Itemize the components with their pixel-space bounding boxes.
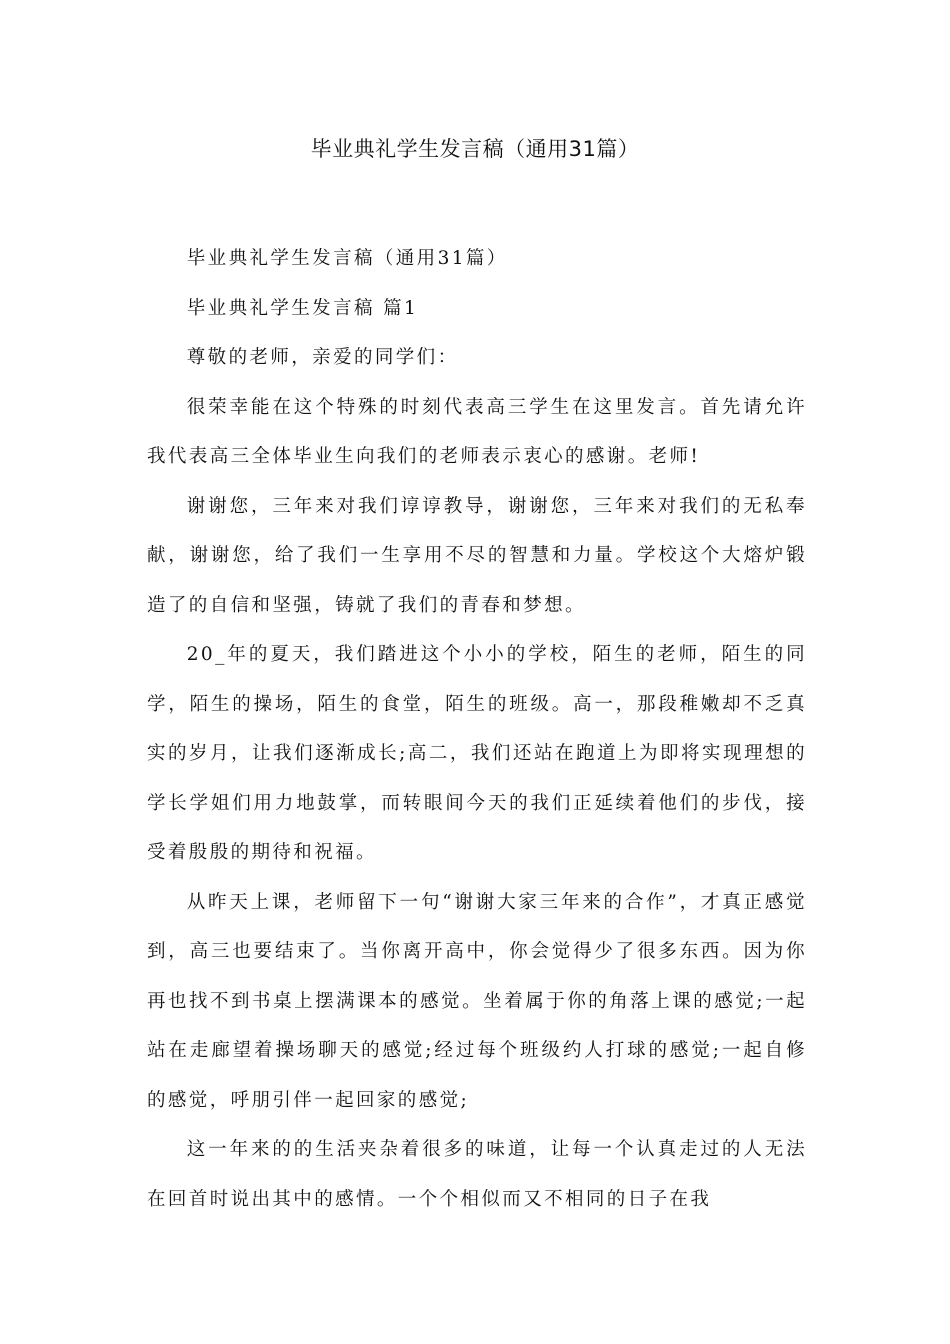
document-body: [147, 234, 807, 1224]
paragraph-section-heading: 毕业典礼学生发言稿 篇1: [186, 297, 419, 319]
paragraph-subtitle: 毕业典礼学生发言稿（通用31篇）: [186, 248, 508, 269]
paragraph-salutation: 尊敬的老师，亲爱的同学们：: [186, 347, 459, 368]
paragraph: 很荣幸能在这个特殊的时刻代表高三学生在这里发言。首先请允许我代表高三全体毕业生向我们的老师表示衷心的感谢。老师!: [147, 396, 807, 467]
paragraph: 谢谢您，三年来对我们谆谆教导，谢谢您，三年来对我们的无私奉献，谢谢您，给了我们一生享用不尽的智慧和力量。学校这个大熔炉锻造了的自信和坚强，铸就了我们的青春和梦想。: [147, 495, 807, 616]
document-title: 毕业典礼学生发言稿（通用31篇）: [310, 137, 640, 161]
paragraph: 20_年的夏天，我们踏进这个小小的学校，陌生的老师，陌生的同学，陌生的操场，陌生的食堂，陌生的班级。高一，那段稚嫩却不乏真实的岁月，让我们逐渐成长;高二，我们还站在跑道上为即将实现理想的学长学姐们用力地鼓掌，而转眼间今天的我们正延续着他们的步伐，接受着殷殷的期待和祝福。: [147, 644, 807, 863]
paragraph: 从昨天上课，老师留下一句“谢谢大家三年来的合作”，才真正感觉到，高三也要结束了。当你离开高中，你会觉得少了很多东西。因为你再也找不到书桌上摆满课本的感觉。坐着属于你的角落上课的感觉;一起站在走廊望着操场聊天的感觉;经过每个班级约人打球的感觉;一起自修的感觉，呼朋引伴一起回家的感觉;: [147, 891, 807, 1111]
paragraph: 这一年来的的生活夹杂着很多的味道，让每一个认真走过的人无法在回首时说出其中的感情。一个个相似而又不相同的日子在我: [147, 1139, 807, 1210]
